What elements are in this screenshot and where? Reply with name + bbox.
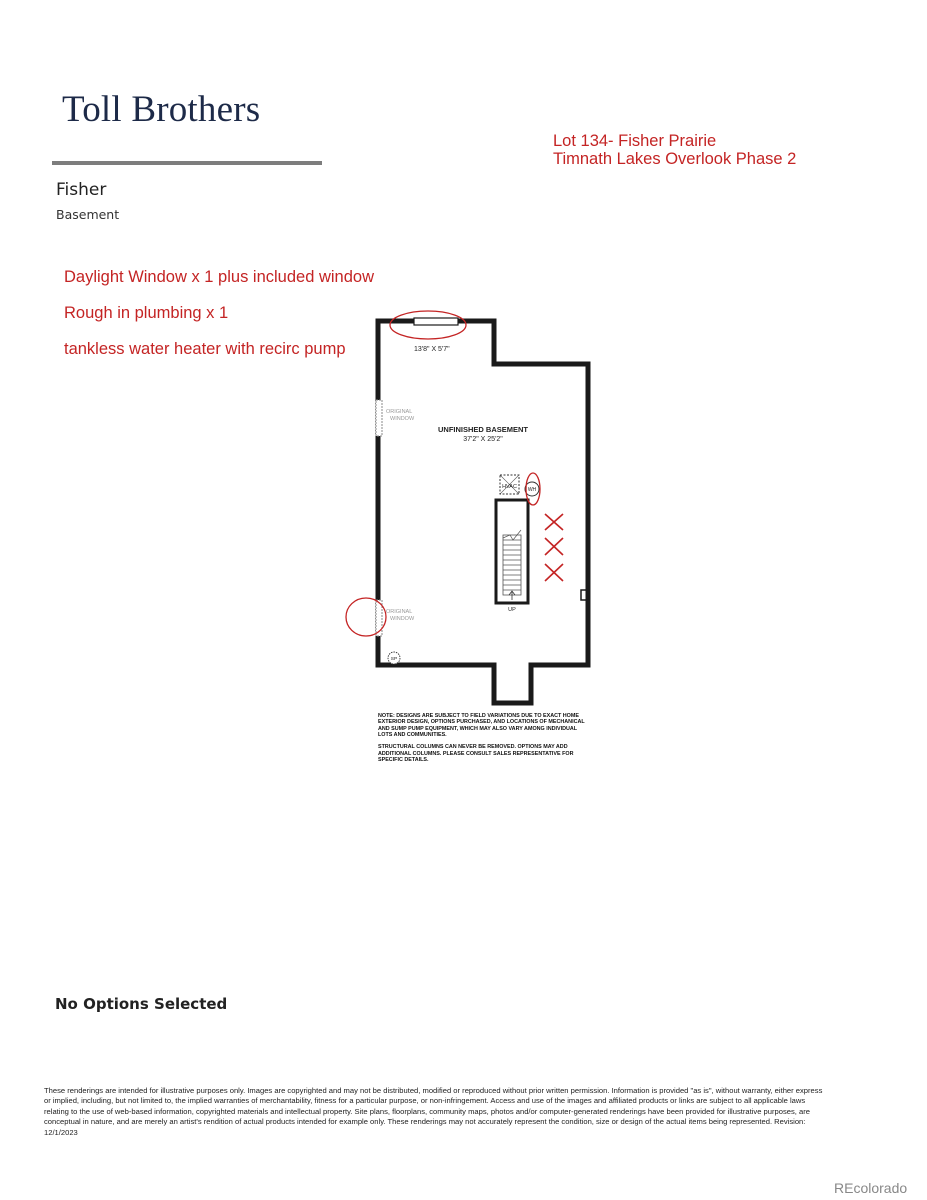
daylight-window	[414, 318, 458, 325]
markup-x-marks	[545, 514, 563, 581]
structural-columns-note: STRUCTURAL COLUMNS CAN NEVER BE REMOVED. OPTIONS MAY ADD ADDITIONAL COLUMNS. PLEASE CONSULT SALES REPRESENTATIVE FOR SPECIFIC DETAILS.	[378, 744, 574, 764]
stairwell	[496, 500, 528, 603]
stair-treads	[503, 540, 521, 590]
toll-brothers-logo: Toll Brothers	[62, 89, 261, 130]
room-dimension: 37'2" X 25'2"	[463, 436, 503, 443]
stair-up-label: UP	[508, 607, 516, 613]
annotation-daylight-window: Daylight Window x 1 plus included window	[64, 268, 374, 286]
original-window-upper-label-2: WINDOW	[390, 416, 415, 422]
hvac-label: HVAC	[502, 484, 517, 490]
plan-notes	[378, 713, 588, 763]
plan-level: Basement	[56, 207, 120, 222]
annotation-water-heater: tankless water heater with recirc pump	[64, 340, 346, 358]
legal-disclaimer: These renderings are intended for illustrative purposes only. Images are copyrighted and may not be distributed, modified or reproduced without prior written permission. Information is provided "as is", without warranty, either express or implied, including, but not limited to, the implied warranties of merchantability, fitness for a particular purpose, or non-infringement. Access and use of the images and affiliated products or links are subject to all applicable laws relating to the use of web-based information, copyrighted materials and intellectual property. Site plans, floorplans, community maps, photos and/or computer-generated renderings have been provided for illustrative purposes, are conceptual in nature, and are merely an artist's rendition of actual products intended for example only. These renderings may not accurately represent the condition, size or design of the actual items being represented. Revision: 12/1/2023	[44, 1086, 823, 1137]
water-heater-label: WH	[527, 487, 537, 493]
plan-name: Fisher	[56, 180, 107, 200]
window-dimension: 13'8" X 5'7"	[414, 346, 450, 353]
exterior-wall	[378, 321, 588, 703]
recolorado-watermark: REcolorado	[834, 1180, 908, 1196]
options-status: No Options Selected	[55, 995, 228, 1013]
original-window-upper-label-1: ORIGINAL	[386, 409, 413, 415]
original-window-lower-label-2: WINDOW	[390, 616, 415, 622]
original-window-lower-label-1: ORIGINAL	[386, 609, 413, 615]
lot-line-2: Timnath Lakes Overlook Phase 2	[553, 150, 797, 168]
lot-line-1: Lot 134- Fisher Prairie	[553, 132, 717, 150]
field-variation-note: NOTE: DESIGNS ARE SUBJECT TO FIELD VARIATIONS DUE TO EXACT HOME EXTERIOR DESIGN, OPTIONS PURCHASED, AND LOCATIONS OF MECHANICAL AND SUMP PUMP EQUIPMENT, WHICH MAY ALSO VARY AMONG INDIVIDUAL LOTS AND COMMUNITIES.	[378, 713, 585, 738]
original-window-upper	[376, 400, 382, 436]
sump-pit-label: SP	[390, 657, 398, 662]
annotation-rough-plumbing: Rough in plumbing x 1	[64, 304, 229, 322]
room-name: UNFINISHED BASEMENT	[437, 425, 529, 434]
